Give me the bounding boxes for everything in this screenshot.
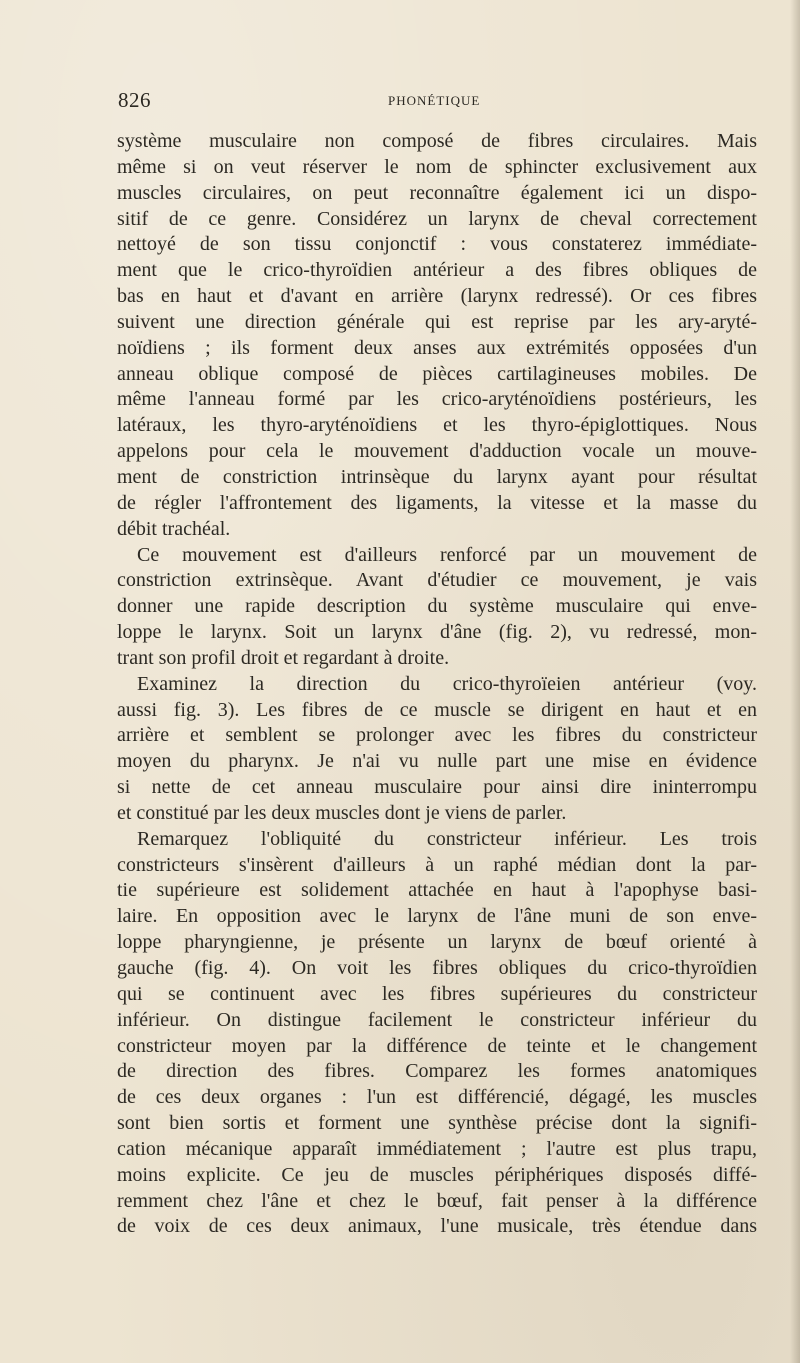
text-line: constriction extrinsèque. Avant d'étudier ce mouvement, je vais (117, 569, 757, 592)
text-line: si nette de cet anneau musculaire pour ainsi dire ininterrompu (117, 776, 757, 799)
text-line: cation mécanique apparaît immédiatement ; l'autre est plus trapu, (117, 1137, 757, 1160)
text-line: tie supérieure est solidement attachée en haut à l'apophyse basi- (117, 879, 757, 902)
text-line: gauche (fig. 4). On voit les fibres obliques du crico-thyroïdien (117, 957, 757, 979)
page-header (118, 88, 758, 112)
text-line: débit trachéal. (117, 517, 231, 540)
text-line: Remarquez l'obliquité du constricteur inférieur. Les trois (137, 827, 757, 850)
text-line: bas en haut et d'avant en arrière (larynx redressé). Or ces fibres (117, 285, 757, 308)
text-line: donner une rapide description du système musculaire qui enve- (117, 595, 757, 618)
text-line: appelons pour cela le mouvement d'adduction vocale un mouve- (117, 440, 757, 463)
text-line: muscles circulaires, on peut reconnaître également ici un dispo- (117, 181, 757, 204)
body-text (117, 129, 757, 1240)
text-line: système musculaire non composé de fibres circulaires. Mais (117, 130, 757, 152)
text-line: remment chez l'âne et chez le bœuf, fait penser à la différence (117, 1189, 757, 1212)
text-line: même l'anneau formé par les crico-aryténoïdiens postérieurs, les (117, 388, 757, 411)
text-line: ment que le crico-thyroïdien antérieur a des fibres obliques de (117, 259, 757, 282)
text-line: trant son profil droit et regardant à droite. (117, 646, 450, 669)
page-number: 826 (118, 88, 151, 112)
text-line: constricteurs s'insèrent d'ailleurs à un raphé médian dont la par- (117, 853, 757, 876)
text-line: aussi fig. 3). Les fibres de ce muscle se dirigent en haut et en (117, 698, 757, 721)
text-line: de voix de ces deux animaux, l'une musicale, très étendue dans (117, 1215, 757, 1238)
text-line: loppe le larynx. Soit un larynx d'âne (fig. 2), vu redressé, mon- (117, 621, 757, 644)
page-edge-shadow (790, 0, 800, 1363)
text-line: qui se continuent avec les fibres supérieures du constricteur (117, 982, 757, 1005)
text-line: de ces deux organes : l'un est différencié, dégagé, les muscles (117, 1086, 757, 1109)
text-line: ment de constriction intrinsèque du larynx ayant pour résultat (117, 465, 757, 488)
text-line: noïdiens ; ils forment deux anses aux extrémités opposées d'un (117, 336, 757, 359)
text-line: anneau oblique composé de pièces cartilagineuses mobiles. De (117, 362, 757, 385)
text-line: arrière et semblent se prolonger avec les fibres du constricteur (117, 724, 757, 747)
text-line: constricteur moyen par la différence de teinte et le changement (117, 1034, 757, 1057)
text-line: de direction des fibres. Comparez les formes anatomiques (117, 1060, 757, 1083)
text-line: laire. En opposition avec le larynx de l'âne muni de son enve- (117, 905, 757, 928)
text-line: moyen du pharynx. Je n'ai vu nulle part une mise en évidence (117, 750, 757, 773)
text-line: inférieur. On distingue facilement le constricteur inférieur du (117, 1008, 757, 1031)
text-line: nettoyé de son tissu conjonctif : vous constaterez immédiate- (117, 233, 757, 256)
text-line: suivent une direction générale qui est reprise par les ary-aryté- (117, 310, 757, 333)
text-line: de régler l'affrontement des ligaments, la vitesse et la masse du (117, 491, 757, 514)
running-head: PHONÉTIQUE (388, 93, 481, 108)
text-line: Examinez la direction du crico-thyroïeien antérieur (voy. (137, 672, 757, 695)
text-line: latéraux, les thyro-aryténoïdiens et les thyro-épiglottiques. Nous (117, 414, 757, 437)
text-line: moins explicite. Ce jeu de muscles périphériques disposés diffé- (117, 1163, 757, 1186)
text-line: et constitué par les deux muscles dont je viens de parler. (117, 801, 567, 824)
text-line: sitif de ce genre. Considérez un larynx de cheval correctement (117, 207, 757, 230)
text-line: sont bien sortis et forment une synthèse précise dont la signifi- (117, 1112, 757, 1135)
text-line: même si on veut réserver le nom de sphincter exclusivement aux (117, 155, 757, 178)
text-line: loppe pharyngienne, je présente un larynx de bœuf orienté à (117, 931, 757, 954)
text-line: Ce mouvement est d'ailleurs renforcé par un mouvement de (137, 543, 757, 566)
